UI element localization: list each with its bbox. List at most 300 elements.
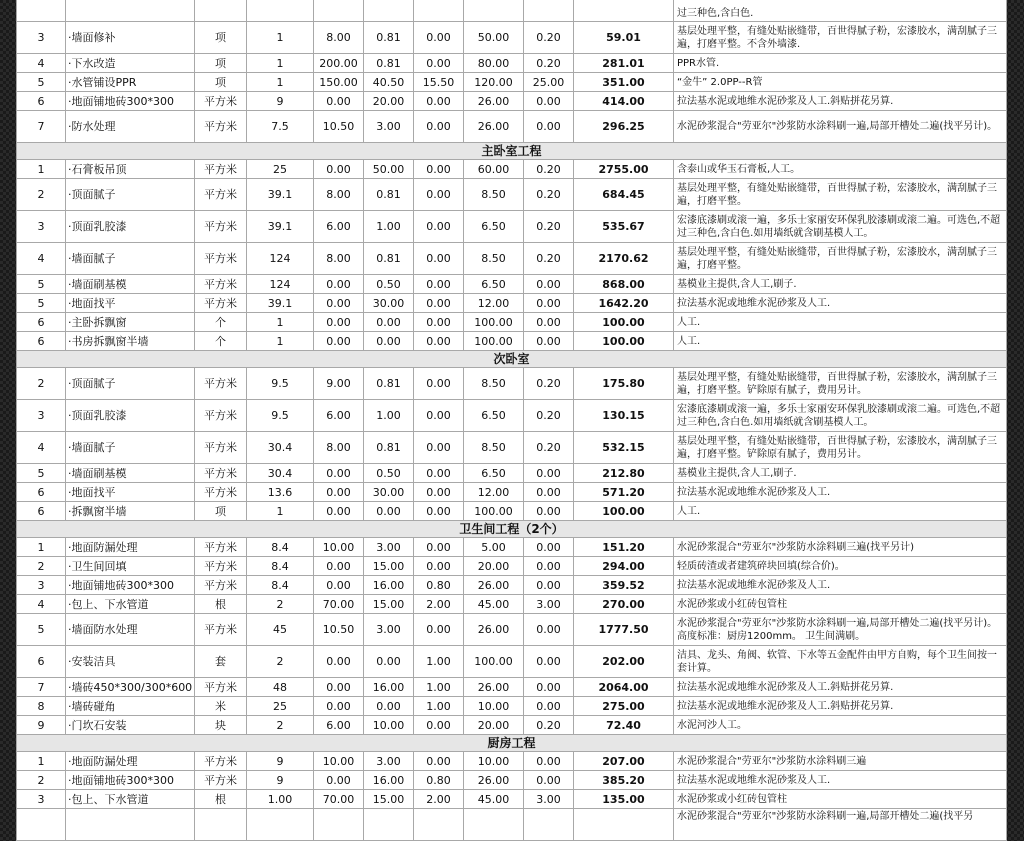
main-material-cell: 10.00 [314, 752, 364, 771]
loss-cell: 0.00 [414, 211, 464, 243]
quantity-cell: 1 [247, 22, 314, 54]
management-fee-cell: 0.00 [524, 313, 574, 332]
aux-material-cell: 3.00 [364, 111, 414, 143]
aux-material-cell: 1.00 [364, 400, 414, 432]
unit-cell: 平方米 [195, 576, 247, 595]
unit-cell: 平方米 [195, 538, 247, 557]
section-header [17, 143, 1007, 160]
unit-cell: 块 [195, 716, 247, 735]
row-number-cell: 1 [17, 160, 66, 179]
section-header [17, 735, 1007, 752]
labor-cell: 100.00 [464, 332, 524, 351]
labor-cell: 100.00 [464, 502, 524, 521]
labor-cell: 8.50 [464, 368, 524, 400]
main-material-cell: 0.00 [314, 275, 364, 294]
labor-cell: 80.00 [464, 54, 524, 73]
unit-cell: 平方米 [195, 243, 247, 275]
total-cell: 1777.50 [574, 614, 674, 646]
row-number-cell: 9 [17, 716, 66, 735]
quantity-cell: 25 [247, 160, 314, 179]
item-name-cell: ·地面铺地砖300*300 [66, 576, 195, 595]
row-number-cell: 2 [17, 179, 66, 211]
loss-cell: 0.00 [414, 160, 464, 179]
unit-cell: 米 [195, 697, 247, 716]
quantity-cell: 1 [247, 313, 314, 332]
management-fee-cell: 3.00 [524, 790, 574, 809]
unit-cell: 平方米 [195, 614, 247, 646]
main-material-cell: 0.00 [314, 557, 364, 576]
aux-material-cell: 0.50 [364, 275, 414, 294]
total-cell: 385.20 [574, 771, 674, 790]
total-cell: 868.00 [574, 275, 674, 294]
unit-cell: 根 [195, 790, 247, 809]
note-cell: 拉法基水泥或地维水泥砂浆及人工.斜贴拼花另算. [674, 697, 1007, 716]
labor-cell: 5.00 [464, 538, 524, 557]
quantity-cell: 45 [247, 614, 314, 646]
management-fee-cell: 0.00 [524, 771, 574, 790]
note-cell: 水泥砂浆混合"劳亚尔"沙浆防水涂料刷一遍,局部开槽处二遍(找平另 [674, 809, 1007, 841]
table-row [17, 716, 1007, 735]
labor-cell: 26.00 [464, 111, 524, 143]
row-number-cell: 6 [17, 483, 66, 502]
management-fee-cell: 0.20 [524, 22, 574, 54]
management-fee-cell: 0.00 [524, 464, 574, 483]
loss-cell: 0.00 [414, 313, 464, 332]
management-fee-cell: 0.20 [524, 54, 574, 73]
item-name-cell: ·拆飘窗半墙 [66, 502, 195, 521]
aux-material-cell: 0.81 [364, 22, 414, 54]
management-fee-cell: 0.20 [524, 160, 574, 179]
row-number-cell: 3 [17, 790, 66, 809]
row-number-cell: 5 [17, 275, 66, 294]
note-cell: 基层处理平整，有缝处贴嵌缝带，百世得腻子粉，宏漆胶水，满刮腻子三遍，打磨平整。不含外墙漆. [674, 22, 1007, 54]
management-fee-cell: 0.00 [524, 538, 574, 557]
aux-material-cell: 16.00 [364, 576, 414, 595]
quantity-cell: 1 [247, 73, 314, 92]
loss-cell: 0.00 [414, 502, 464, 521]
labor-cell: 6.50 [464, 211, 524, 243]
main-material-cell: 8.00 [314, 243, 364, 275]
labor-cell: 100.00 [464, 313, 524, 332]
table-row [17, 294, 1007, 313]
quantity-cell: 8.4 [247, 538, 314, 557]
main-material-cell: 0.00 [314, 313, 364, 332]
row-number-cell: 2 [17, 557, 66, 576]
management-fee-cell: 0.00 [524, 294, 574, 313]
total-cell: 59.01 [574, 22, 674, 54]
table-row-partial-top [17, 0, 1007, 22]
unit-cell: 项 [195, 54, 247, 73]
table-row [17, 313, 1007, 332]
management-fee-cell: 0.20 [524, 368, 574, 400]
note-cell: 水泥砂浆或小红砖包管柱 [674, 595, 1007, 614]
item-name-cell: ·地面找平 [66, 294, 195, 313]
aux-material-cell: 0.00 [364, 646, 414, 678]
quantity-cell: 2 [247, 595, 314, 614]
item-name-cell: ·门坎石安装 [66, 716, 195, 735]
table-row [17, 332, 1007, 351]
aux-material-cell: 16.00 [364, 678, 414, 697]
loss-cell: 0.00 [414, 614, 464, 646]
item-name-cell: ·书房拆飘窗半墙 [66, 332, 195, 351]
item-name-cell: ·卫生间回填 [66, 557, 195, 576]
note-cell: 基层处理平整，有缝处贴嵌缝带，百世得腻子粉，宏漆胶水，满刮腻子三遍，打磨平整。铲除原有腻子，费用另计。 [674, 368, 1007, 400]
aux-material-cell: 16.00 [364, 771, 414, 790]
table-row [17, 179, 1007, 211]
aux-material-cell: 10.00 [364, 716, 414, 735]
loss-cell: 0.00 [414, 92, 464, 111]
note-cell: PPR水管. [674, 54, 1007, 73]
aux-material-cell: 0.81 [364, 243, 414, 275]
unit-cell: 个 [195, 332, 247, 351]
total-cell: 2755.00 [574, 160, 674, 179]
loss-cell: 0.00 [414, 464, 464, 483]
item-name-cell: ·包上、下水管道 [66, 595, 195, 614]
table-row [17, 432, 1007, 464]
table-row [17, 614, 1007, 646]
table-row [17, 400, 1007, 432]
note-cell: 基层处理平整，有缝处贴嵌缝带，百世得腻子粉，宏漆胶水，满刮腻子三遍，打磨平整。 [674, 179, 1007, 211]
labor-cell: 100.00 [464, 646, 524, 678]
labor-cell: 10.00 [464, 752, 524, 771]
row-number-cell: 6 [17, 313, 66, 332]
loss-cell: 0.00 [414, 22, 464, 54]
table-body [17, 0, 1007, 841]
note-cell: 基层处理平整，有缝处贴嵌缝带，百世得腻子粉，宏漆胶水，满刮腻子三遍，打磨平整。 [674, 243, 1007, 275]
row-number-cell: 3 [17, 576, 66, 595]
unit-cell: 平方米 [195, 678, 247, 697]
row-number-cell: 1 [17, 538, 66, 557]
note-cell: 水泥砂浆混合"劳亚尔"沙浆防水涂料刷一遍,局部开槽处二遍(找平另计)。 [674, 111, 1007, 143]
total-cell: 130.15 [574, 400, 674, 432]
table-row [17, 243, 1007, 275]
table-row [17, 595, 1007, 614]
loss-cell: 0.00 [414, 432, 464, 464]
total-cell: 532.15 [574, 432, 674, 464]
total-cell: 684.45 [574, 179, 674, 211]
quantity-cell: 39.1 [247, 211, 314, 243]
note-cell: 拉法基水泥或地维水泥砂浆及人工.斜贴拼花另算. [674, 92, 1007, 111]
management-fee-cell: 0.20 [524, 716, 574, 735]
loss-cell: 0.00 [414, 538, 464, 557]
unit-cell: 平方米 [195, 179, 247, 211]
table-row [17, 790, 1007, 809]
loss-cell: 1.00 [414, 697, 464, 716]
unit-cell: 平方米 [195, 464, 247, 483]
aux-material-cell: 40.50 [364, 73, 414, 92]
management-fee-cell: 0.00 [524, 92, 574, 111]
item-name-cell: ·安装洁具 [66, 646, 195, 678]
main-material-cell: 0.00 [314, 332, 364, 351]
item-name-cell: ·地面防漏处理 [66, 538, 195, 557]
quantity-cell: 13.6 [247, 483, 314, 502]
quantity-cell: 48 [247, 678, 314, 697]
row-number-cell: 7 [17, 111, 66, 143]
table-row [17, 275, 1007, 294]
unit-cell: 平方米 [195, 368, 247, 400]
unit-cell: 项 [195, 502, 247, 521]
loss-cell: 0.00 [414, 111, 464, 143]
row-number-cell: 4 [17, 54, 66, 73]
aux-material-cell: 50.00 [364, 160, 414, 179]
main-material-cell: 8.00 [314, 432, 364, 464]
note-cell: 人工. [674, 332, 1007, 351]
table-row [17, 111, 1007, 143]
management-fee-cell: 0.00 [524, 576, 574, 595]
table-row [17, 73, 1007, 92]
quotation-sheet [16, 0, 1006, 841]
table-row [17, 464, 1007, 483]
total-cell: 294.00 [574, 557, 674, 576]
row-number-cell: 5 [17, 294, 66, 313]
note-cell: 拉法基水泥或地维水泥砂浆及人工.斜贴拼花另算. [674, 678, 1007, 697]
item-name-cell: ·墙面腻子 [66, 243, 195, 275]
table-row [17, 160, 1007, 179]
item-name-cell: ·地面找平 [66, 483, 195, 502]
note-cell: 水泥砂浆混合"劳亚尔"沙浆防水涂料刷三遍 [674, 752, 1007, 771]
quantity-cell: 30.4 [247, 464, 314, 483]
item-name-cell: ·地面防漏处理 [66, 752, 195, 771]
unit-cell: 平方米 [195, 211, 247, 243]
aux-material-cell: 0.00 [364, 313, 414, 332]
main-material-cell: 0.00 [314, 502, 364, 521]
aux-material-cell: 3.00 [364, 752, 414, 771]
loss-cell: 0.00 [414, 332, 464, 351]
row-number-cell: 3 [17, 22, 66, 54]
total-cell: 571.20 [574, 483, 674, 502]
loss-cell: 0.80 [414, 576, 464, 595]
row-number-cell: 2 [17, 368, 66, 400]
unit-cell: 平方米 [195, 400, 247, 432]
aux-material-cell: 30.00 [364, 483, 414, 502]
row-number-cell: 6 [17, 92, 66, 111]
item-name-cell: ·顶面腻子 [66, 179, 195, 211]
total-cell: 100.00 [574, 502, 674, 521]
item-name-cell: ·墙面刷基模 [66, 275, 195, 294]
row-number-cell: 6 [17, 646, 66, 678]
labor-cell: 26.00 [464, 771, 524, 790]
note-cell: 过三种色,含白色. [674, 0, 1007, 22]
aux-material-cell: 30.00 [364, 294, 414, 313]
loss-cell: 1.00 [414, 646, 464, 678]
unit-cell: 平方米 [195, 294, 247, 313]
item-name-cell: ·墙面防水处理 [66, 614, 195, 646]
total-cell: 72.40 [574, 716, 674, 735]
note-cell: 基层处理平整，有缝处贴嵌缝带，百世得腻子粉，宏漆胶水，满刮腻子三遍，打磨平整。铲除原有腻子，费用另计。 [674, 432, 1007, 464]
labor-cell: 6.50 [464, 275, 524, 294]
total-cell: 270.00 [574, 595, 674, 614]
note-cell: 宏漆底漆刷或滚一遍，多乐士家丽安环保乳胶漆刷或滚二遍。可选色,不超过三种色,含白色.如用墙纸就含刷基模人工。 [674, 211, 1007, 243]
item-name-cell: ·防水处理 [66, 111, 195, 143]
labor-cell: 26.00 [464, 92, 524, 111]
section-title: 次卧室 [17, 351, 1007, 368]
total-cell: 135.00 [574, 790, 674, 809]
item-name-cell: ·水管铺设PPR [66, 73, 195, 92]
management-fee-cell: 0.20 [524, 243, 574, 275]
total-cell: 351.00 [574, 73, 674, 92]
quantity-cell: 25 [247, 697, 314, 716]
management-fee-cell: 0.00 [524, 614, 574, 646]
table-row [17, 646, 1007, 678]
main-material-cell: 70.00 [314, 790, 364, 809]
total-cell: 275.00 [574, 697, 674, 716]
row-number-cell: 4 [17, 243, 66, 275]
management-fee-cell: 0.00 [524, 502, 574, 521]
management-fee-cell: 0.00 [524, 752, 574, 771]
loss-cell: 2.00 [414, 790, 464, 809]
aux-material-cell: 15.00 [364, 595, 414, 614]
main-material-cell: 8.00 [314, 179, 364, 211]
labor-cell: 45.00 [464, 790, 524, 809]
unit-cell: 平方米 [195, 432, 247, 464]
unit-cell: 平方米 [195, 557, 247, 576]
table-row [17, 538, 1007, 557]
row-number-cell: 4 [17, 595, 66, 614]
note-cell: 宏漆底漆刷或滚一遍，多乐士家丽安环保乳胶漆刷或滚二遍。可选色,不超过三种色,含白色.如用墙纸就含刷基模人工。 [674, 400, 1007, 432]
table-row [17, 22, 1007, 54]
labor-cell: 8.50 [464, 432, 524, 464]
note-cell: 水泥河沙人工。 [674, 716, 1007, 735]
main-material-cell: 6.00 [314, 211, 364, 243]
table-row [17, 576, 1007, 595]
management-fee-cell: 0.20 [524, 211, 574, 243]
total-cell: 212.80 [574, 464, 674, 483]
unit-cell: 根 [195, 595, 247, 614]
labor-cell: 26.00 [464, 576, 524, 595]
section-header [17, 351, 1007, 368]
quantity-cell: 2 [247, 716, 314, 735]
loss-cell: 0.00 [414, 716, 464, 735]
aux-material-cell: 0.81 [364, 179, 414, 211]
loss-cell: 0.00 [414, 368, 464, 400]
loss-cell: 2.00 [414, 595, 464, 614]
table-row [17, 557, 1007, 576]
main-material-cell: 0.00 [314, 294, 364, 313]
row-number-cell: 2 [17, 771, 66, 790]
note-cell: 洁具、龙头、角阀、软管、下水等五金配件由甲方自购，每个卫生间按一套计算。 [674, 646, 1007, 678]
note-cell: 含泰山或华玉石膏板,人工。 [674, 160, 1007, 179]
unit-cell: 平方米 [195, 111, 247, 143]
item-name-cell: ·墙面腻子 [66, 432, 195, 464]
row-number-cell: 6 [17, 332, 66, 351]
labor-cell: 45.00 [464, 595, 524, 614]
row-number-cell: 5 [17, 464, 66, 483]
labor-cell: 12.00 [464, 483, 524, 502]
item-name-cell: ·墙砖碰角 [66, 697, 195, 716]
main-material-cell: 6.00 [314, 400, 364, 432]
table-row [17, 678, 1007, 697]
total-cell: 175.80 [574, 368, 674, 400]
total-cell: 207.00 [574, 752, 674, 771]
loss-cell: 0.00 [414, 243, 464, 275]
total-cell: 2170.62 [574, 243, 674, 275]
section-title: 卫生间工程（2个） [17, 521, 1007, 538]
note-cell: 拉法基水泥或地维水泥砂浆及人工. [674, 771, 1007, 790]
main-material-cell: 0.00 [314, 92, 364, 111]
note-cell: 基模业主提供,含人工,刷子. [674, 275, 1007, 294]
item-name-cell: ·墙面修补 [66, 22, 195, 54]
total-cell: 100.00 [574, 332, 674, 351]
quantity-cell: 8.4 [247, 557, 314, 576]
section-title: 主卧室工程 [17, 143, 1007, 160]
management-fee-cell: 0.00 [524, 678, 574, 697]
aux-material-cell: 0.81 [364, 54, 414, 73]
note-cell: 拉法基水泥或地维水泥砂浆及人工. [674, 483, 1007, 502]
quantity-cell: 2 [247, 646, 314, 678]
aux-material-cell: 15.00 [364, 790, 414, 809]
main-material-cell: 70.00 [314, 595, 364, 614]
quantity-cell: 9.5 [247, 400, 314, 432]
loss-cell: 0.00 [414, 179, 464, 211]
table-row [17, 771, 1007, 790]
main-material-cell: 0.00 [314, 697, 364, 716]
aux-material-cell: 0.00 [364, 697, 414, 716]
labor-cell: 50.00 [464, 22, 524, 54]
quantity-cell: 1.00 [247, 790, 314, 809]
main-material-cell: 10.50 [314, 111, 364, 143]
main-material-cell: 0.00 [314, 576, 364, 595]
quantity-cell: 9 [247, 771, 314, 790]
aux-material-cell: 0.00 [364, 332, 414, 351]
management-fee-cell: 0.20 [524, 179, 574, 211]
table-row [17, 368, 1007, 400]
main-material-cell: 200.00 [314, 54, 364, 73]
table-row [17, 483, 1007, 502]
note-cell: 人工. [674, 313, 1007, 332]
labor-cell: 20.00 [464, 557, 524, 576]
aux-material-cell: 15.00 [364, 557, 414, 576]
quantity-cell: 124 [247, 275, 314, 294]
loss-cell: 1.00 [414, 678, 464, 697]
management-fee-cell: 0.00 [524, 111, 574, 143]
loss-cell: 0.00 [414, 557, 464, 576]
unit-cell: 套 [195, 646, 247, 678]
aux-material-cell: 0.50 [364, 464, 414, 483]
total-cell: 414.00 [574, 92, 674, 111]
note-cell: 轻质砖渣或者建筑碎块回填(综合价)。 [674, 557, 1007, 576]
quantity-cell: 1 [247, 502, 314, 521]
management-fee-cell: 0.00 [524, 332, 574, 351]
unit-cell: 平方米 [195, 483, 247, 502]
row-number-cell: 5 [17, 614, 66, 646]
item-name-cell: ·石膏板吊顶 [66, 160, 195, 179]
section-header [17, 521, 1007, 538]
section-title: 厨房工程 [17, 735, 1007, 752]
labor-cell: 8.50 [464, 179, 524, 211]
labor-cell: 60.00 [464, 160, 524, 179]
row-number-cell: 3 [17, 400, 66, 432]
table-row [17, 502, 1007, 521]
loss-cell: 0.00 [414, 752, 464, 771]
renovation-quote-table [16, 0, 1007, 841]
quantity-cell: 7.5 [247, 111, 314, 143]
table-row [17, 697, 1007, 716]
table-row-partial-bottom [17, 809, 1007, 841]
main-material-cell: 0.00 [314, 646, 364, 678]
total-cell: 2064.00 [574, 678, 674, 697]
main-material-cell: 6.00 [314, 716, 364, 735]
quantity-cell: 30.4 [247, 432, 314, 464]
management-fee-cell: 0.00 [524, 697, 574, 716]
quantity-cell: 1 [247, 332, 314, 351]
note-cell: 水泥砂浆混合"劳亚尔"沙浆防水涂料刷三遍(找平另计) [674, 538, 1007, 557]
quantity-cell: 9.5 [247, 368, 314, 400]
aux-material-cell: 1.00 [364, 211, 414, 243]
note-cell: 拉法基水泥或地维水泥砂浆及人工. [674, 294, 1007, 313]
quantity-cell: 39.1 [247, 179, 314, 211]
item-name-cell: ·地面铺地砖300*300 [66, 771, 195, 790]
unit-cell: 平方米 [195, 92, 247, 111]
